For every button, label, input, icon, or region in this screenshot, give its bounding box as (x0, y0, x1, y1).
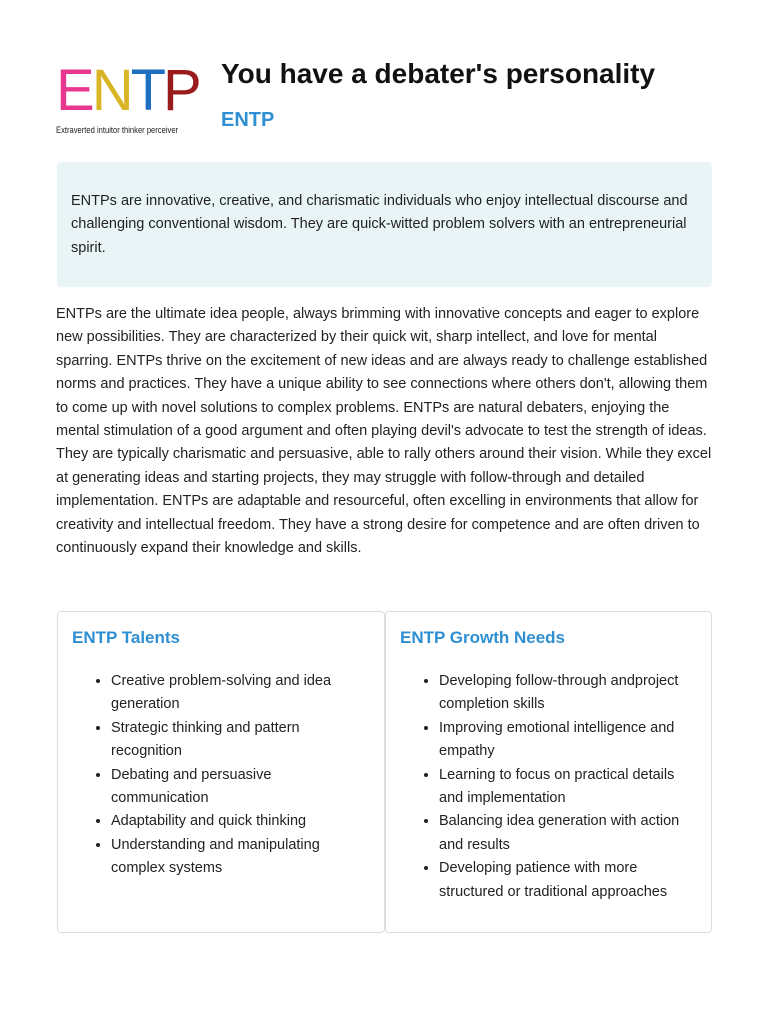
growth-needs-heading: ENTP Growth Needs (400, 628, 565, 647)
logo-letter: P (163, 58, 199, 123)
logo-letters (56, 58, 206, 123)
growth-needs-list (400, 670, 697, 904)
list-item: • Adaptability and quick thinking (111, 810, 370, 833)
personality-type: ENTP (221, 109, 275, 131)
list-item: • Developing patience with more structured or traditional approaches (439, 857, 697, 904)
list-item: • Debating and persuasive communication (111, 764, 370, 811)
list-item: • Improving emotional intelligence and empathy (439, 717, 697, 764)
talents-heading: ENTP Talents (72, 628, 181, 647)
entp-logo (56, 58, 206, 138)
list-item: • Strategic thinking and pattern recognition (111, 717, 370, 764)
logo-subtitle: Extraverted intuitor thinker perceiver (56, 125, 179, 136)
list-item: • Creative problem-solving and idea generation (111, 670, 370, 717)
growth-needs-card (385, 611, 712, 933)
summary-box (57, 162, 712, 287)
list-item: • Learning to focus on practical details and implementation (439, 764, 697, 811)
talents-list (72, 670, 370, 881)
logo-letter: E (56, 58, 92, 123)
description-paragraph: ENTPs are the ultimate idea people, always brimming with innovative concepts and eager to explore new possibilities. They are characterized by their quick wit, sharp intellect, and love for mental sparring. ENTPs thrive on the excitement of new ideas and are always ready to challenge established norms and practices. They have a unique ability to see connections where others don't, allowing them to come up with novel solutions to complex problems. ENTPs are natural debaters, enjoying the mental stimulation of a good argument and often playing devil's advocate to test the strength of ideas. They are typically charismatic and persuasive, able to rally others around their vision. While they excel at generating ideas and starting projects, they may struggle with follow-through and detailed implementation. ENTPs are adaptable and resourceful, often excelling in environments that allow for creativity and intellectual freedom. They have a strong desire for competence and are often driven to continuously expand their knowledge and skills. (56, 306, 712, 557)
talents-card (57, 611, 385, 933)
logo-letter: T (130, 58, 164, 123)
page-title: You have a debater's personality (221, 58, 656, 89)
list-item: • Balancing idea generation with action and results (439, 810, 697, 857)
summary-text: ENTPs are innovative, creative, and charismatic individuals who enjoy intellectual discourse and challenging conventional wisdom. They are quick-witted problem solvers with an entrepreneurial spirit. (71, 193, 688, 256)
list-item: • Developing follow-through andproject completion skills (439, 670, 697, 717)
list-item: • Understanding and manipulating complex systems (111, 834, 370, 881)
logo-letter: N (91, 58, 131, 123)
